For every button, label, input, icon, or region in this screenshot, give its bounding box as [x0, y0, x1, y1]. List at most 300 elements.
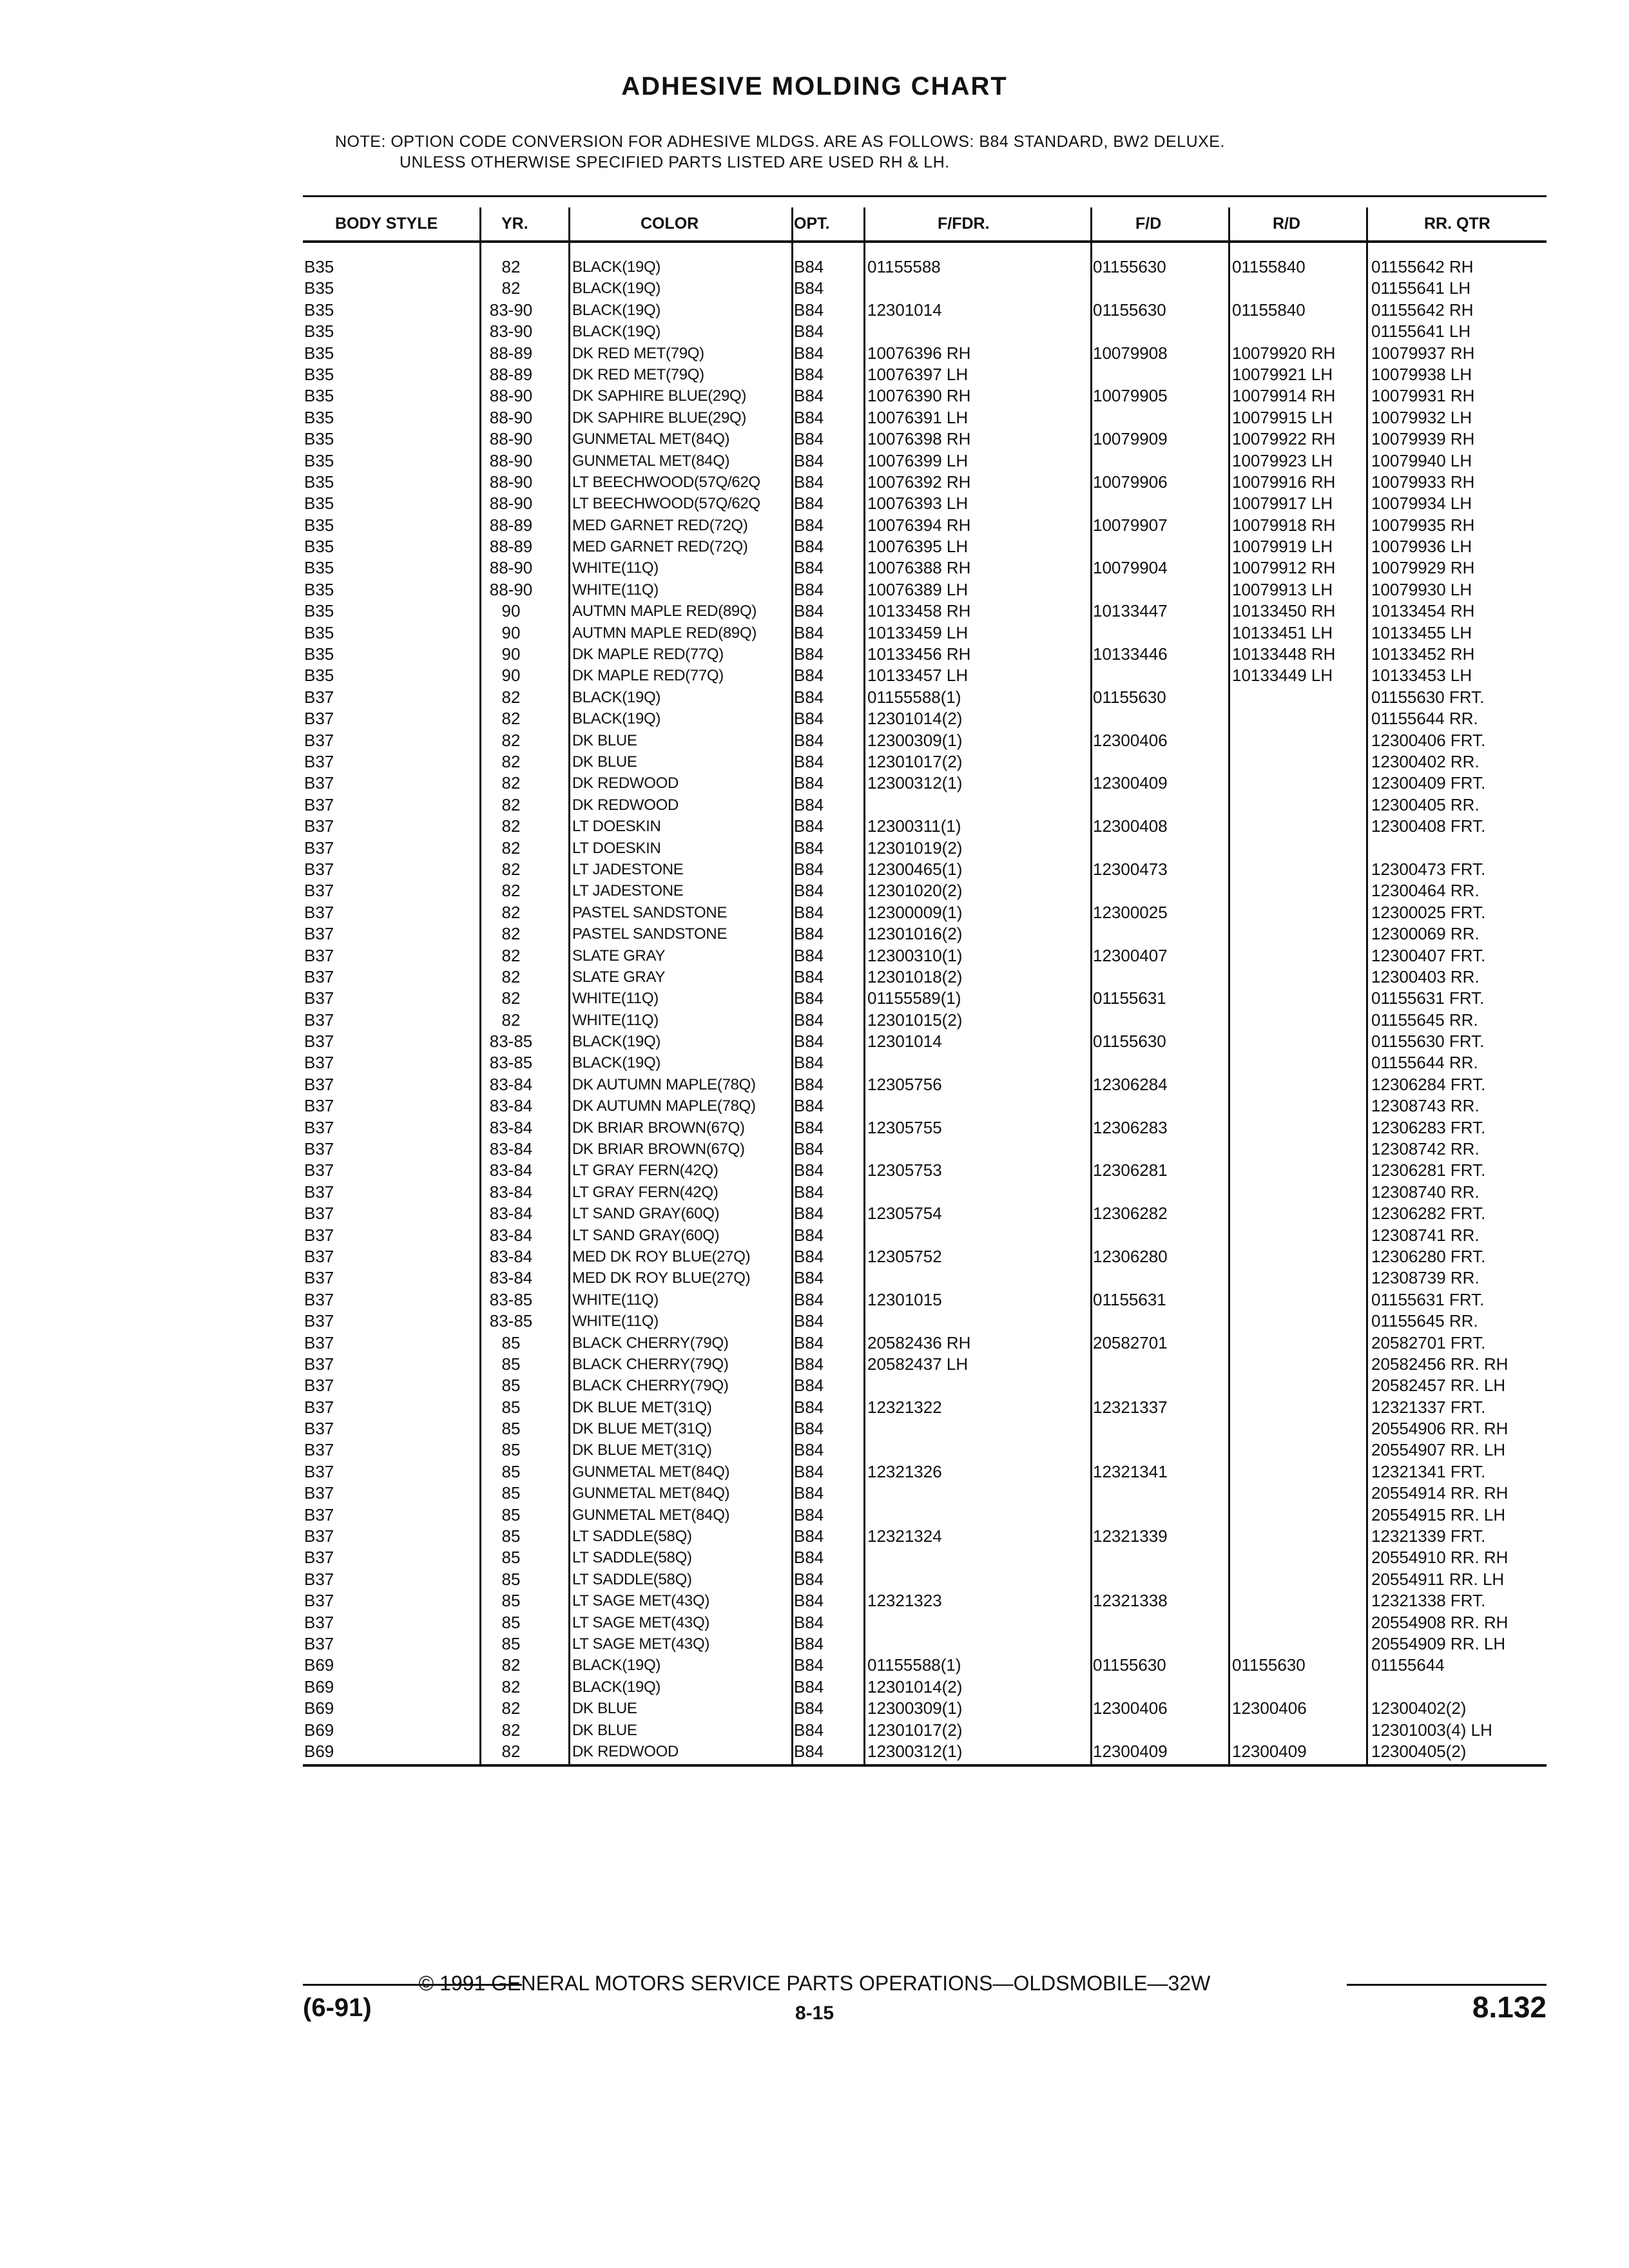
cell-rr-qtr: 20554911 RR. LH [1371, 1569, 1505, 1589]
cell-color: MED GARNET RED(72Q) [572, 538, 748, 556]
cell-opt: B84 [794, 278, 824, 298]
cell-color: LT SAGE MET(43Q) [572, 1613, 710, 1631]
cell-color: LT SAGE MET(43Q) [572, 1635, 710, 1653]
cell-ffdr: 12301014 [867, 300, 942, 320]
cell-color: DK BLUE [572, 1721, 637, 1739]
cell-yr: 83-84 [489, 1096, 533, 1116]
cell-yr: 82 [501, 1698, 521, 1718]
cell-opt: B84 [794, 924, 824, 944]
cell-yr: 88-89 [489, 515, 533, 535]
cell-yr: 88-90 [489, 472, 533, 492]
cell-ffdr: 12305753 [867, 1160, 942, 1180]
table-row [303, 665, 1547, 686]
cell-color: DK MAPLE RED(77Q) [572, 646, 724, 664]
cell-color: WHITE(11Q) [572, 1312, 659, 1331]
cell-color: DK MAPLE RED(77Q) [572, 667, 724, 685]
cell-yr: 88-90 [489, 429, 533, 449]
cell-opt: B84 [794, 1117, 824, 1137]
cell-color: DK RED MET(79Q) [572, 344, 704, 362]
cell-body-style: B37 [304, 1376, 334, 1396]
cell-rd: 10079914 RH [1232, 386, 1336, 406]
cell-opt: B84 [794, 472, 824, 492]
cell-yr: 88-90 [489, 386, 533, 406]
cell-rr-qtr: 10133452 RH [1371, 644, 1475, 664]
table-row [303, 579, 1547, 601]
cell-fd: 10079906 [1093, 472, 1168, 492]
table-row [303, 773, 1547, 794]
table-row [303, 945, 1547, 966]
cell-yr: 90 [501, 601, 521, 621]
table-row [303, 428, 1547, 450]
cell-rr-qtr: 12300403 RR. [1371, 966, 1480, 986]
cell-opt: B84 [794, 1634, 824, 1653]
table-row [303, 1225, 1547, 1246]
cell-color: BLACK(19Q) [572, 710, 661, 728]
cell-color: LT JADESTONE [572, 882, 684, 900]
cell-body-style: B37 [304, 1225, 334, 1245]
cell-opt: B84 [794, 687, 824, 707]
cell-body-style: B37 [304, 988, 334, 1008]
cell-body-style: B37 [304, 709, 334, 729]
cell-yr: 83-84 [489, 1074, 533, 1094]
cell-opt: B84 [794, 1548, 824, 1568]
cell-opt: B84 [794, 1504, 824, 1524]
table-row [303, 1720, 1547, 1741]
table-row [303, 300, 1547, 321]
cell-body-style: B35 [304, 364, 334, 384]
cell-fd: 01155630 [1093, 1032, 1166, 1052]
cell-rr-qtr: 10079931 RH [1371, 386, 1475, 406]
cell-color: GUNMETAL MET(84Q) [572, 452, 730, 470]
cell-body-style: B35 [304, 257, 334, 276]
cell-yr: 82 [501, 902, 521, 922]
cell-yr: 83-84 [489, 1204, 533, 1224]
cell-yr: 83-85 [489, 1289, 533, 1309]
cell-color: WHITE(11Q) [572, 990, 659, 1008]
cell-opt: B84 [794, 816, 824, 836]
cell-rd: 10079922 RH [1232, 429, 1336, 449]
cell-rr-qtr: 01155645 RR. [1371, 1010, 1478, 1030]
cell-yr: 85 [501, 1504, 521, 1524]
cell-rr-qtr: 10079933 RH [1371, 472, 1475, 492]
cell-rr-qtr: 10133455 LH [1371, 622, 1472, 642]
cell-rr-qtr: 10133453 LH [1371, 666, 1472, 686]
cell-ffdr: 20582437 LH [867, 1354, 969, 1374]
cell-ffdr: 10076392 RH [867, 472, 971, 492]
cell-rr-qtr: 12300402 RR. [1371, 751, 1480, 771]
table-top-rule [303, 195, 1547, 197]
cell-rr-qtr: 12300473 FRT. [1371, 859, 1486, 879]
cell-color: PASTEL SANDSTONE [572, 903, 728, 921]
table-row [303, 816, 1547, 837]
cell-body-style: B37 [304, 1139, 334, 1159]
table-row [303, 1289, 1547, 1311]
cell-yr: 82 [501, 730, 521, 750]
cell-fd: 01155630 [1093, 1655, 1166, 1675]
cell-fd: 12321341 [1093, 1461, 1168, 1481]
footer-page-number: 8.132 [1472, 1990, 1547, 2024]
cell-body-style: B37 [304, 1074, 334, 1094]
cell-yr: 83-84 [489, 1182, 533, 1202]
cell-fd: 10079907 [1093, 515, 1168, 535]
cell-body-style: B37 [304, 966, 334, 986]
cell-yr: 83-90 [489, 300, 533, 320]
cell-ffdr: 01155589(1) [867, 988, 961, 1008]
cell-fd: 12300407 [1093, 945, 1168, 965]
cell-opt: B84 [794, 1246, 824, 1266]
cell-opt: B84 [794, 902, 824, 922]
cell-ffdr: 12301019(2) [867, 838, 963, 858]
cell-fd: 12300473 [1093, 859, 1168, 879]
cell-rr-qtr: 10079938 LH [1371, 364, 1472, 384]
cell-body-style: B37 [304, 1117, 334, 1137]
cell-fd: 12306280 [1093, 1246, 1168, 1266]
cell-rr-qtr: 10079937 RH [1371, 343, 1475, 363]
cell-yr: 90 [501, 622, 521, 642]
cell-yr: 88-90 [489, 450, 533, 470]
cell-body-style: B35 [304, 429, 334, 449]
table-row [303, 1246, 1547, 1267]
cell-color: BLACK CHERRY(79Q) [572, 1377, 729, 1395]
cell-opt: B84 [794, 1074, 824, 1094]
cell-ffdr: 01155588(1) [867, 1655, 961, 1675]
cell-yr: 82 [501, 1720, 521, 1740]
cell-rr-qtr: 10079934 LH [1371, 494, 1472, 514]
cell-rr-qtr: 10079936 LH [1371, 537, 1472, 557]
cell-rd: 10079918 RH [1232, 515, 1336, 535]
cell-opt: B84 [794, 1612, 824, 1632]
table-row [303, 730, 1547, 751]
cell-opt: B84 [794, 450, 824, 470]
cell-rr-qtr: 12308743 RR. [1371, 1096, 1480, 1116]
cell-yr: 88-89 [489, 364, 533, 384]
cell-rd: 10079919 LH [1232, 537, 1333, 557]
table-row [303, 1160, 1547, 1181]
cell-opt: B84 [794, 322, 824, 341]
cell-ffdr: 12321322 [867, 1397, 942, 1417]
table-row [303, 1526, 1547, 1547]
cell-body-style: B37 [304, 945, 334, 965]
cell-body-style: B35 [304, 278, 334, 298]
cell-rd: 12300406 [1232, 1698, 1307, 1718]
cell-rr-qtr: 01155630 FRT. [1371, 687, 1485, 707]
cell-fd: 12306283 [1093, 1117, 1168, 1137]
cell-body-style: B37 [304, 1289, 334, 1309]
cell-ffdr: 12301014 [867, 1032, 942, 1052]
cell-fd: 20582701 [1093, 1332, 1168, 1352]
table-row [303, 1590, 1547, 1611]
cell-rr-qtr: 20554906 RR. RH [1371, 1419, 1509, 1439]
cell-rr-qtr: 12300406 FRT. [1371, 730, 1486, 750]
cell-yr: 82 [501, 1655, 521, 1675]
cell-body-style: B37 [304, 1182, 334, 1202]
cell-ffdr: 12305756 [867, 1074, 942, 1094]
cell-body-style: B35 [304, 537, 334, 557]
note-line-1: NOTE: OPTION CODE CONVERSION FOR ADHESIVE MLDGS. ARE AS FOLLOWS: B84 STANDARD, BW2 DELUXE. [335, 133, 1225, 151]
footer-copyright: © 1991 GENERAL MOTORS SERVICE PARTS OPERATIONS—OLDSMOBILE—32W [418, 1972, 1211, 1995]
cell-yr: 82 [501, 838, 521, 858]
cell-yr: 83-84 [489, 1268, 533, 1288]
cell-ffdr: 10076389 LH [867, 579, 969, 599]
cell-rr-qtr: 12306280 FRT. [1371, 1246, 1486, 1266]
cell-yr: 85 [501, 1483, 521, 1503]
cell-yr: 82 [501, 945, 521, 965]
cell-yr: 83-84 [489, 1160, 533, 1180]
cell-body-style: B37 [304, 924, 334, 944]
table-row [303, 1397, 1547, 1418]
cell-rr-qtr: 20554914 RR. RH [1371, 1483, 1509, 1503]
table-row [303, 751, 1547, 773]
cell-ffdr: 12300009(1) [867, 902, 963, 922]
cell-yr: 85 [501, 1419, 521, 1439]
table-body [303, 256, 1547, 1762]
cell-rr-qtr: 10079929 RH [1371, 558, 1475, 578]
table-row [303, 1418, 1547, 1439]
cell-color: WHITE(11Q) [572, 1291, 659, 1309]
cell-color: DK BLUE [572, 731, 637, 749]
cell-body-style: B35 [304, 494, 334, 514]
cell-body-style: B69 [304, 1655, 334, 1675]
cell-rr-qtr: 12300408 FRT. [1371, 816, 1486, 836]
cell-opt: B84 [794, 1225, 824, 1245]
table-row [303, 557, 1547, 579]
cell-yr: 82 [501, 816, 521, 836]
cell-rr-qtr: 01155645 RR. [1371, 1311, 1478, 1331]
cell-yr: 88-90 [489, 579, 533, 599]
cell-color: SLATE GRAY [572, 968, 666, 986]
cell-yr: 85 [501, 1569, 521, 1589]
cell-body-style: B37 [304, 816, 334, 836]
cell-body-style: B37 [304, 859, 334, 879]
cell-opt: B84 [794, 343, 824, 363]
cell-rr-qtr: 01155631 FRT. [1371, 1289, 1485, 1309]
cell-rd: 10079916 RH [1232, 472, 1336, 492]
cell-rr-qtr: 12300405 RR. [1371, 794, 1480, 814]
cell-yr: 85 [501, 1634, 521, 1653]
cell-yr: 83-85 [489, 1311, 533, 1331]
cell-rd: 10079923 LH [1232, 450, 1333, 470]
cell-body-style: B37 [304, 1246, 334, 1266]
cell-rr-qtr: 12301003(4) LH [1371, 1720, 1492, 1740]
header-rd: R/D [1273, 215, 1301, 233]
cell-rr-qtr: 10079939 RH [1371, 429, 1475, 449]
cell-rd: 10133451 LH [1232, 622, 1333, 642]
cell-body-style: B37 [304, 1354, 334, 1374]
cell-body-style: B35 [304, 322, 334, 341]
table-row [303, 880, 1547, 901]
cell-color: BLACK(19Q) [572, 1054, 661, 1072]
cell-rd: 01155840 [1232, 300, 1306, 320]
cell-yr: 88-90 [489, 407, 533, 427]
cell-opt: B84 [794, 515, 824, 535]
cell-rr-qtr: 01155641 LH [1371, 322, 1471, 341]
footer-revision-code: (6-91) [303, 1994, 372, 2022]
cell-yr: 82 [501, 966, 521, 986]
cell-rd: 10133450 RH [1232, 601, 1336, 621]
table-row [303, 794, 1547, 816]
cell-body-style: B35 [304, 515, 334, 535]
cell-rr-qtr: 20582701 FRT. [1371, 1332, 1486, 1352]
table-row [303, 1375, 1547, 1396]
cell-body-style: B37 [304, 1569, 334, 1589]
cell-yr: 82 [501, 1677, 521, 1696]
cell-ffdr: 01155588 [867, 257, 941, 276]
cell-ffdr: 12301016(2) [867, 924, 963, 944]
table-row [303, 1332, 1547, 1354]
cell-body-style: B37 [304, 1634, 334, 1653]
cell-yr: 83-84 [489, 1117, 533, 1137]
cell-color: LT JADESTONE [572, 860, 684, 878]
cell-body-style: B35 [304, 622, 334, 642]
table-row [303, 1504, 1547, 1526]
table-row [303, 708, 1547, 729]
cell-body-style: B37 [304, 902, 334, 922]
cell-rr-qtr: 10079932 LH [1371, 407, 1472, 427]
cell-body-style: B35 [304, 450, 334, 470]
cell-fd: 10079904 [1093, 558, 1168, 578]
table-row [303, 601, 1547, 622]
cell-opt: B84 [794, 988, 824, 1008]
cell-opt: B84 [794, 1268, 824, 1288]
cell-rr-qtr: 20582457 RR. LH [1371, 1376, 1506, 1396]
cell-ffdr: 12300310(1) [867, 945, 963, 965]
cell-body-style: B69 [304, 1720, 334, 1740]
cell-fd: 12306284 [1093, 1074, 1168, 1094]
cell-opt: B84 [794, 1354, 824, 1374]
cell-ffdr: 10133458 RH [867, 601, 971, 621]
table-row [303, 622, 1547, 644]
cell-color: AUTMN MAPLE RED(89Q) [572, 624, 757, 642]
cell-color: LT SADDLE(58Q) [572, 1528, 692, 1546]
cell-color: BLACK CHERRY(79Q) [572, 1334, 729, 1352]
cell-rd: 10133448 RH [1232, 644, 1336, 664]
cell-rd: 10079913 LH [1232, 579, 1333, 599]
cell-color: BLACK(19Q) [572, 258, 661, 276]
table-row [303, 1461, 1547, 1483]
cell-opt: B84 [794, 1096, 824, 1116]
header-opt: OPT. [794, 215, 830, 233]
cell-fd: 12300409 [1093, 773, 1168, 793]
cell-ffdr: 12321324 [867, 1526, 942, 1546]
cell-opt: B84 [794, 859, 824, 879]
cell-body-style: B37 [304, 1419, 334, 1439]
cell-fd: 01155631 [1093, 988, 1166, 1008]
cell-body-style: B37 [304, 730, 334, 750]
cell-color: GUNMETAL MET(84Q) [572, 430, 730, 448]
cell-opt: B84 [794, 1720, 824, 1740]
cell-yr: 82 [501, 859, 521, 879]
cell-rr-qtr: 10133454 RH [1371, 601, 1475, 621]
cell-opt: B84 [794, 622, 824, 642]
cell-color: PASTEL SANDSTONE [572, 925, 728, 943]
cell-ffdr: 12305754 [867, 1204, 942, 1224]
cell-opt: B84 [794, 1160, 824, 1180]
cell-body-style: B37 [304, 1160, 334, 1180]
cell-color: LT DOESKIN [572, 839, 661, 857]
cell-color: DK SAPHIRE BLUE(29Q) [572, 387, 747, 405]
cell-opt: B84 [794, 1139, 824, 1159]
table-row [303, 838, 1547, 859]
cell-ffdr: 10076391 LH [867, 407, 969, 427]
cell-rr-qtr: 01155644 RR. [1371, 1053, 1478, 1073]
table-row [303, 1612, 1547, 1633]
cell-color: LT GRAY FERN(42Q) [572, 1183, 718, 1201]
cell-opt: B84 [794, 1698, 824, 1718]
table-row [303, 493, 1547, 514]
cell-opt: B84 [794, 1182, 824, 1202]
cell-ffdr: 12301014(2) [867, 1677, 963, 1696]
cell-opt: B84 [794, 429, 824, 449]
cell-fd: 10079905 [1093, 386, 1168, 406]
cell-rr-qtr: 10079940 LH [1371, 450, 1472, 470]
cell-body-style: B35 [304, 300, 334, 320]
cell-rr-qtr: 12300409 FRT. [1371, 773, 1486, 793]
cell-ffdr: 12301015(2) [867, 1010, 963, 1030]
cell-color: DK REDWOOD [572, 796, 679, 814]
cell-opt: B84 [794, 386, 824, 406]
cell-color: LT SADDLE(58Q) [572, 1570, 692, 1588]
cell-rr-qtr: 01155644 [1371, 1655, 1445, 1675]
cell-opt: B84 [794, 966, 824, 986]
cell-fd: 12306282 [1093, 1204, 1168, 1224]
cell-fd: 12321337 [1093, 1397, 1168, 1417]
cell-rr-qtr: 12306284 FRT. [1371, 1074, 1486, 1094]
cell-yr: 82 [501, 924, 521, 944]
cell-rr-qtr: 10079935 RH [1371, 515, 1475, 535]
cell-rd: 12300409 [1232, 1741, 1307, 1761]
table-row [303, 1117, 1547, 1139]
cell-rr-qtr: 12321338 FRT. [1371, 1591, 1486, 1611]
cell-body-style: B37 [304, 1548, 334, 1568]
cell-color: BLACK(19Q) [572, 1678, 661, 1696]
cell-ffdr: 12301020(2) [867, 881, 963, 901]
cell-yr: 82 [501, 1741, 521, 1761]
cell-rd: 10079921 LH [1232, 364, 1333, 384]
cell-color: DK AUTUMN MAPLE(78Q) [572, 1075, 756, 1093]
header-ffdr: F/FDR. [938, 215, 990, 233]
cell-yr: 85 [501, 1461, 521, 1481]
cell-rd: 01155630 [1232, 1655, 1306, 1675]
cell-body-style: B35 [304, 343, 334, 363]
cell-color: LT BEECHWOOD(57Q/62Q [572, 473, 760, 491]
table-row [303, 1267, 1547, 1289]
cell-opt: B84 [794, 1376, 824, 1396]
cell-rr-qtr: 12321339 FRT. [1371, 1526, 1486, 1546]
cell-color: BLACK(19Q) [572, 688, 661, 706]
cell-ffdr: 10076388 RH [867, 558, 971, 578]
cell-rr-qtr: 12300025 FRT. [1371, 902, 1486, 922]
cell-body-style: B35 [304, 601, 334, 621]
cell-color: DK SAPHIRE BLUE(29Q) [572, 408, 747, 427]
cell-body-style: B37 [304, 1332, 334, 1352]
cell-opt: B84 [794, 666, 824, 686]
table-row [303, 1633, 1547, 1655]
cell-body-style: B37 [304, 1032, 334, 1052]
table-row [303, 1095, 1547, 1117]
footer-page-center: 8-15 [795, 2003, 834, 2024]
cell-opt: B84 [794, 601, 824, 621]
cell-fd: 12321338 [1093, 1591, 1168, 1611]
cell-rr-qtr: 01155641 LH [1371, 278, 1471, 298]
cell-opt: B84 [794, 838, 824, 858]
cell-body-style: B69 [304, 1741, 334, 1761]
table-row [303, 1698, 1547, 1719]
cell-body-style: B35 [304, 666, 334, 686]
cell-body-style: B35 [304, 386, 334, 406]
table-row [303, 687, 1547, 708]
cell-yr: 88-89 [489, 343, 533, 363]
table-row [303, 1569, 1547, 1590]
